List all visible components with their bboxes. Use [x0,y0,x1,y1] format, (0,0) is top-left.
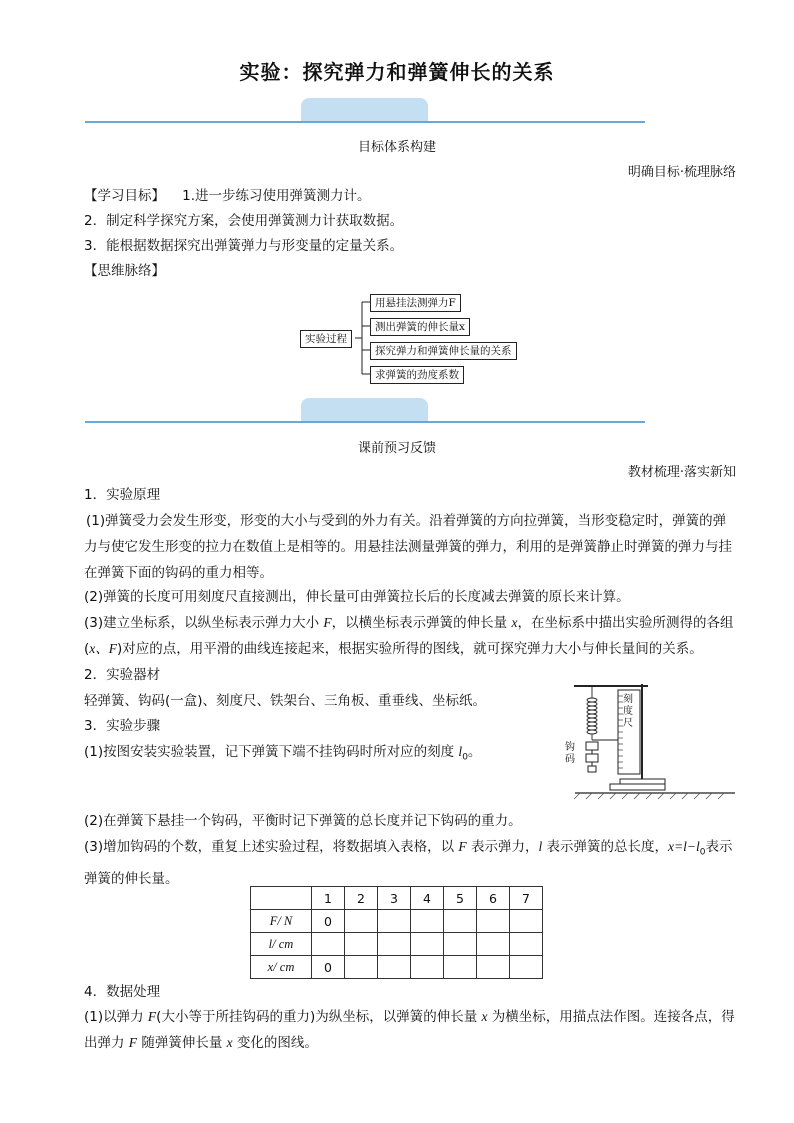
learning-goals [84,183,738,209]
d1-text-d: 随弹簧伸长量 [137,1035,227,1051]
apparatus-figure [560,676,735,801]
row-label: F/ N [251,910,312,933]
row-label: l/ cm [251,933,312,956]
table-row [251,910,543,933]
section-divider-2 [85,421,645,423]
mindmap [300,294,520,384]
table-cell [444,910,477,933]
step-3 [84,834,738,892]
step1-text: (1)按图安装实验装置，记下弹簧下端不挂钩码时所对应的刻度 [84,744,459,760]
row-label: x/ cm [251,956,312,979]
table-row [251,956,543,979]
step-2: (2)在弹簧下悬挂一个钩码，平衡时记下弹簧的总长度并记下钩码的重力。 [84,813,522,829]
step1-sub-0: 0 [462,752,468,763]
apparatus-drawing [560,676,735,801]
d1-text-a: (1)以弹力 [84,1009,148,1025]
mindmap-branch-2: 测出弹簧的伸长量x [370,318,470,336]
goal-2: 2．制定科学探究方案，会使用弹簧测力计获取数据。 [84,213,404,229]
table-header-row [251,887,543,910]
d1-var-x2: x [226,1035,233,1050]
step3-sub-0: 0 [699,847,706,858]
weight-label: 钩码 [565,742,575,765]
table-cell [477,933,510,956]
step3-var-l: l [538,839,543,854]
principle-p2: (2)弹簧的长度可用刻度尺直接测出，伸长量可由弹簧拉长后的长度减去弹簧的原长来计算。 [84,589,630,605]
table-cell [411,910,444,933]
table-cell [345,910,378,933]
table-cell: 0 [312,910,345,933]
table-cell [378,956,411,979]
table-cell [378,933,411,956]
d1-text-e: 变化的图线。 [232,1035,318,1051]
table-cell [345,933,378,956]
table-cell [444,933,477,956]
d1-text-c: 为横坐标，用描点法作图。连接各点，得出弹力 [84,1009,735,1051]
page-title: 实验：探究弹力和弹簧伸长的关系 [239,60,555,84]
goals-label: 【学习目标】 [84,188,165,204]
step3-formula: x=l−l [668,839,700,854]
table-cell [510,956,543,979]
table-cell [411,933,444,956]
p3-var-F: F [323,615,332,630]
table-cell: 0 [312,956,345,979]
p3-text-a: (3)建立坐标系，以纵坐标表示弹力大小 [84,615,324,631]
step3-text-a: (3)增加钩码的个数，重复上述实验过程，将数据填入表格，以 [84,839,459,855]
section-tab-2 [301,398,428,422]
step3-text-b: 表示弹力， [466,839,539,855]
mindmap-label: 【思维脉络】 [84,263,165,279]
section1-heading: 目标体系构建 [357,140,436,155]
p3-text-e: )对应的点，用平滑的曲线连接起来，根据实验所得的图线，就可探究弹力大小与伸长量间的关系。 [117,641,703,657]
table-cell [477,910,510,933]
table-cell [312,933,345,956]
table-cell [510,910,543,933]
d1-var-x: x [481,1009,488,1024]
p3-text-b: ，以横坐标表示弹簧的伸长量 [331,615,512,631]
step3-text-d: 表示弹簧的伸长量。 [84,839,733,887]
table-header-cell: 1 [312,887,345,910]
step-1 [84,739,534,771]
principle-p3 [84,610,738,662]
equipment-list: 轻弹簧、钩码(一盒)、刻度尺、铁架台、三角板、重垂线、坐标纸。 [84,693,487,709]
section-divider-1 [85,121,645,123]
table-row [251,933,543,956]
p3-var-x: x [511,615,518,630]
goal-1: 1.进一步练习使用弹簧测力计。 [182,188,371,204]
step3-text-c: 表示弹簧的总长度， [542,839,669,855]
mindmap-root: 实验过程 [300,330,352,348]
section2-subheading: 教材梳理·落实新知 [627,465,736,480]
table-cell [411,956,444,979]
heading-data-processing: 4．数据处理 [84,984,161,1000]
section-tab-bar-1 [85,98,645,130]
table-header-cell: 7 [510,887,543,910]
table-header-cell: 5 [444,887,477,910]
data-processing-p1 [84,1004,738,1056]
table-header-cell: 6 [477,887,510,910]
table-cell [345,956,378,979]
table-header-cell: 3 [378,887,411,910]
heading-equipment: 2．实验器材 [84,667,161,683]
heading-steps: 3．实验步骤 [84,718,161,734]
section2-heading: 课前预习反馈 [357,441,436,456]
goal-3: 3．能根据数据探究出弹簧弹力与形变量的定量关系。 [84,238,404,254]
table-header-cell [251,887,312,910]
step3-var-F: F [458,839,467,854]
section-tab-bar-2 [85,398,645,430]
ruler-label: 刻度尺 [623,694,633,729]
mindmap-branch-3: 探究弹力和弹簧伸长量的关系 [370,342,517,360]
d1-text-b: (大小等于所挂钩码的重力)为纵坐标，以弹簧的伸长量 [156,1009,482,1025]
table-header-cell: 4 [411,887,444,910]
data-table [250,886,543,979]
step1-end: 。 [467,744,482,760]
table-cell [444,956,477,979]
table-cell [378,910,411,933]
p3-text-c: ，在坐标系中描出实验所测得的各组( [84,615,734,657]
heading-principle: 1．实验原理 [84,487,161,503]
mindmap-branch-1: 用悬挂法测弹力F [370,294,461,312]
table-header-cell: 2 [345,887,378,910]
mindmap-branch-4: 求弹簧的劲度系数 [370,366,464,384]
table-cell [477,956,510,979]
p3-var-xF: x、F [89,641,118,656]
section-tab-1 [301,98,428,122]
principle-p1: (1)弹簧受力会发生形变，形变的大小与受到的外力有关。沿着弹簧的方向拉弹簧，当形变稳定时，弹簧的弹力与使它发生形变的拉力在数值上是相等的。用悬挂法测量弹簧的弹力，利用的是弹簧静止时弹簧的弹力与挂在弹簧下面的钩码的重力相等。 [84,513,732,581]
step1-var-l: l [458,744,463,759]
section1-subheading: 明确目标·梳理脉络 [627,165,736,180]
table-cell [510,933,543,956]
d1-var-F: F [147,1009,157,1024]
d1-var-F2: F [128,1035,138,1050]
